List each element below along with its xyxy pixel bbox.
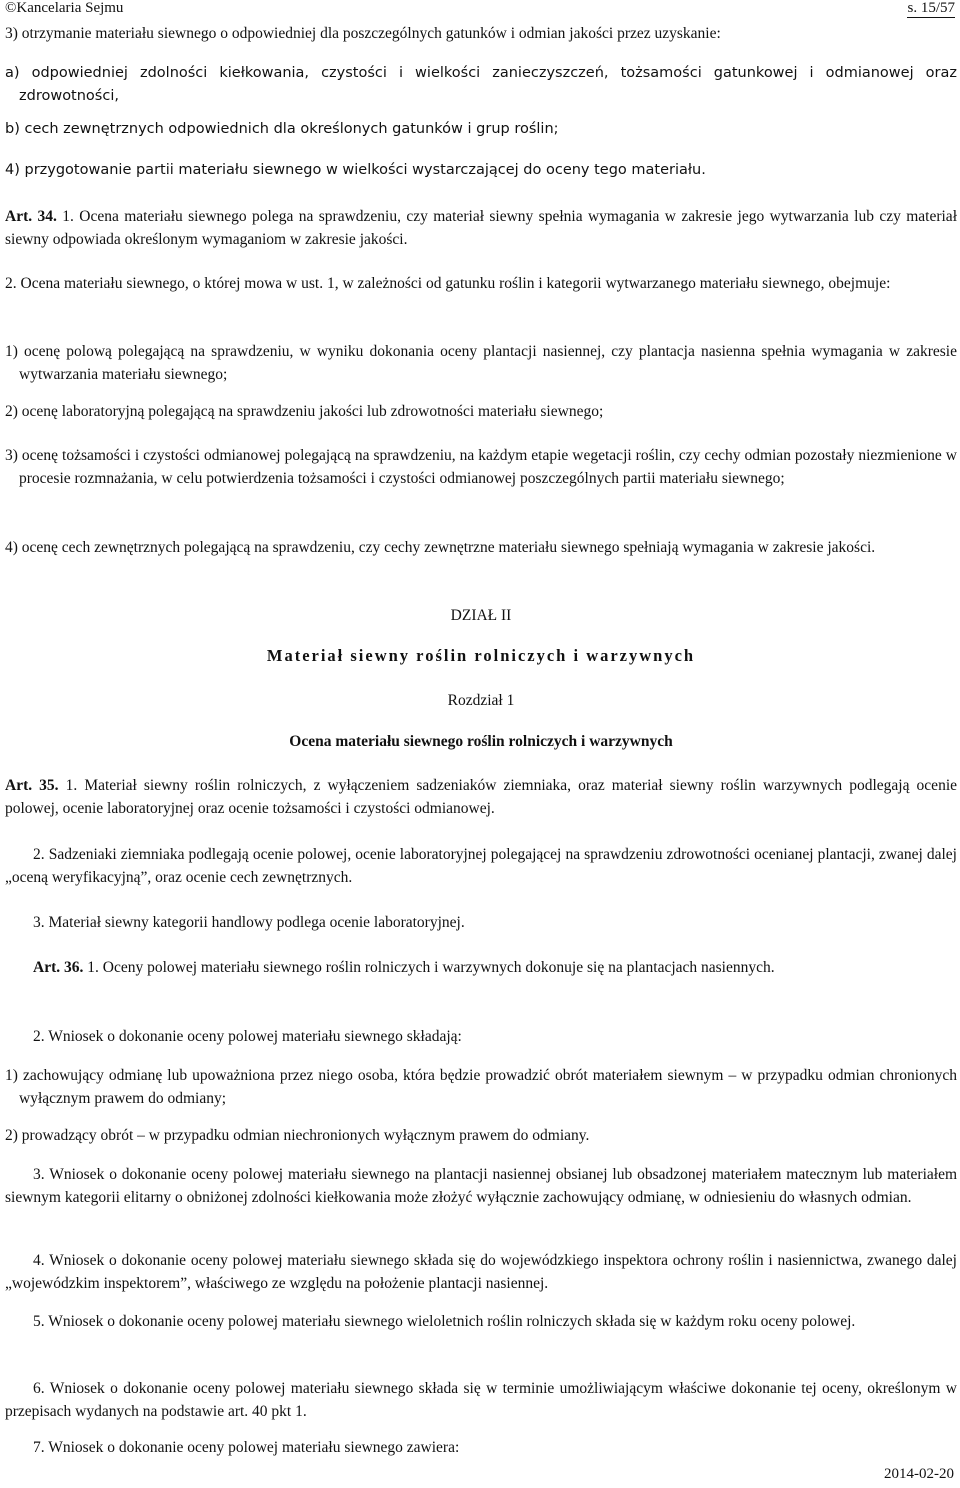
- item-4: [5, 159, 957, 182]
- rozdzial-title: Ocena materiału siewnego roślin rolniczych i warzywnych: [289, 733, 673, 750]
- art36-para-5: [5, 1310, 957, 1333]
- art36-para-3: [5, 1163, 957, 1209]
- article-label: Art. 36.: [33, 959, 84, 976]
- chapter-heading: [5, 689, 957, 712]
- paragraph: 6. Wniosek o dokonanie oceny polowej materiału siewnego składa się w terminie umożliwiającym właściwe dokonanie tej oceny, określonym w przepisach wydanych na podstawie art. 40 pkt 1.: [5, 1380, 957, 1420]
- article-35: [5, 774, 957, 820]
- art36-para-4: [5, 1249, 957, 1295]
- paragraph: 3. Materiał siewny kategorii handlowy podlega ocenie laboratoryjnej.: [33, 914, 465, 931]
- paragraph: 4) przygotowanie partii materiału siewnego w wielkości wystarczającej do oceny tego materiału.: [5, 162, 706, 178]
- source-label: ©Kancelaria Sejmu: [5, 0, 124, 16]
- item-3a: [5, 62, 957, 108]
- paragraph: 1) zachowujący odmianę lub upoważniona przez niego osoba, która będzie prowadzić obrót materiałem siewnym – w przypadku odmian chronionych wyłącznym prawem do odmiany;: [5, 1067, 957, 1107]
- art35-para-2: [5, 843, 957, 889]
- paragraph: 2. Sadzeniaki ziemniaka podlegają ocenie polowej, ocenie laboratoryjnej polegającej na sprawdzeniu zdrowotności ocenianej plantacji, zwanej dalej „oceną weryfikacyjną”, oraz ocenie cech zewnętrznych.: [5, 846, 957, 886]
- division-title-block: [5, 644, 957, 667]
- article-36: [5, 956, 957, 979]
- art34-point-1: [5, 340, 957, 386]
- paragraph: 1. Materiał siewny roślin rolniczych, z wyłączeniem sadzeniaków ziemniaka, oraz materiał siewny roślin warzywnych podlegają ocenie polowej, ocenie laboratoryjnej oraz ocenie tożsamości i czystości odmianowej.: [5, 777, 957, 817]
- art34-point-3: [5, 444, 957, 490]
- dzial-title: Materiał siewny roślin rolniczych i warzywnych: [266, 646, 696, 665]
- article-label: Art. 35.: [5, 777, 59, 794]
- art36-point-2: [5, 1124, 957, 1147]
- document-date: 2014-02-20: [884, 1466, 954, 1482]
- paragraph: 1. Ocena materiału siewnego polega na sprawdzeniu, czy materiał siewny spełnia wymagania w zakresie jego wytwarzania lub czy materiał siewny odpowiada określonym wymaganiom w zakresie jakości.: [5, 208, 957, 248]
- article-34: [5, 205, 957, 251]
- art36-point-1: [5, 1064, 957, 1110]
- rozdzial-number: Rozdział 1: [447, 692, 515, 709]
- art34-point-2: [5, 400, 957, 423]
- chapter-title-block: [5, 730, 957, 753]
- page-number: s. 15/57: [907, 0, 955, 16]
- paragraph: 3) otrzymanie materiału siewnego o odpowiedniej dla poszczególnych gatunków i odmian jakości przez uzyskanie:: [5, 25, 721, 42]
- item-3: [5, 22, 957, 45]
- art36-para-6: [5, 1377, 957, 1423]
- paragraph: 5. Wniosek o dokonanie oceny polowej materiału siewnego wieloletnich roślin rolniczych składa się w każdym roku oceny polowej.: [33, 1313, 856, 1330]
- paragraph: 1) ocenę polową polegającą na sprawdzeniu, w wyniku dokonania oceny plantacji nasiennej, czy plantacja nasienna spełnia wymagania w zakresie wytwarzania materiału siewnego;: [5, 343, 957, 383]
- art36-para-7: [5, 1436, 957, 1459]
- dzial-number: DZIAŁ II: [450, 607, 512, 624]
- art35-para-3: [5, 911, 957, 934]
- art36-para-2: [5, 1025, 957, 1048]
- item-3b: [5, 118, 957, 141]
- paragraph: 2. Wniosek o dokonanie oceny polowej materiału siewnego składają:: [33, 1028, 462, 1045]
- art34-para-2: [5, 272, 957, 295]
- paragraph: 1. Oceny polowej materiału siewnego roślin rolniczych i warzywnych dokonuje się na plantacjach nasiennych.: [87, 959, 775, 976]
- paragraph: a) odpowiedniej zdolności kiełkowania, czystości i wielkości zanieczyszczeń, tożsamości gatunkowej i odmianowej oraz zdrowotności,: [5, 65, 957, 104]
- page-header: [5, 0, 957, 18]
- paragraph: 2. Ocena materiału siewnego, o której mowa w ust. 1, w zależności od gatunku roślin i kategorii wytwarzanego materiału siewnego, obejmuje:: [5, 275, 891, 292]
- paragraph: 7. Wniosek o dokonanie oceny polowej materiału siewnego zawiera:: [33, 1439, 460, 1456]
- paragraph: 3) ocenę tożsamości i czystości odmianowej polegającą na sprawdzeniu, na każdym etapie wegetacji roślin, czy cechy odmian pozostały niezmienione w procesie rozmnażania, w celu potwierdzenia tożsamości i czystości odmianowej poszczególnych partii materiału siewnego;: [5, 447, 957, 487]
- art34-point-4: [5, 536, 957, 559]
- paragraph: 4. Wniosek o dokonanie oceny polowej materiału siewnego składa się do wojewódzkiego inspektora ochrony roślin i nasiennictwa, zwanego dalej „wojewódzkim inspektorem”, właściwego ze względu na położenie plantacji nasiennej.: [5, 1252, 957, 1292]
- division-heading: [5, 604, 957, 627]
- paragraph: 2) prowadzący obrót – w przypadku odmian niechronionych wyłącznym prawem do odmiany.: [5, 1127, 590, 1144]
- paragraph: 4) ocenę cech zewnętrznych polegającą na sprawdzeniu, czy cechy zewnętrzne materiału siewnego spełniają wymagania w zakresie jakości.: [5, 539, 876, 556]
- paragraph: 2) ocenę laboratoryjną polegającą na sprawdzeniu jakości lub zdrowotności materiału siewnego;: [5, 403, 604, 420]
- article-label: Art. 34.: [5, 208, 57, 225]
- paragraph: 3. Wniosek o dokonanie oceny polowej materiału siewnego na plantacji nasiennej obsianej lub obsadzonej materiałem matecznym lub materiałem siewnym kategorii elitarny o obniżonej zdolności kiełkowania może złożyć wyłącznie zachowujący odmianę, w odniesieniu do własnych odmian.: [5, 1166, 957, 1206]
- paragraph: b) cech zewnętrznych odpowiednich dla określonych gatunków i grup roślin;: [5, 121, 559, 137]
